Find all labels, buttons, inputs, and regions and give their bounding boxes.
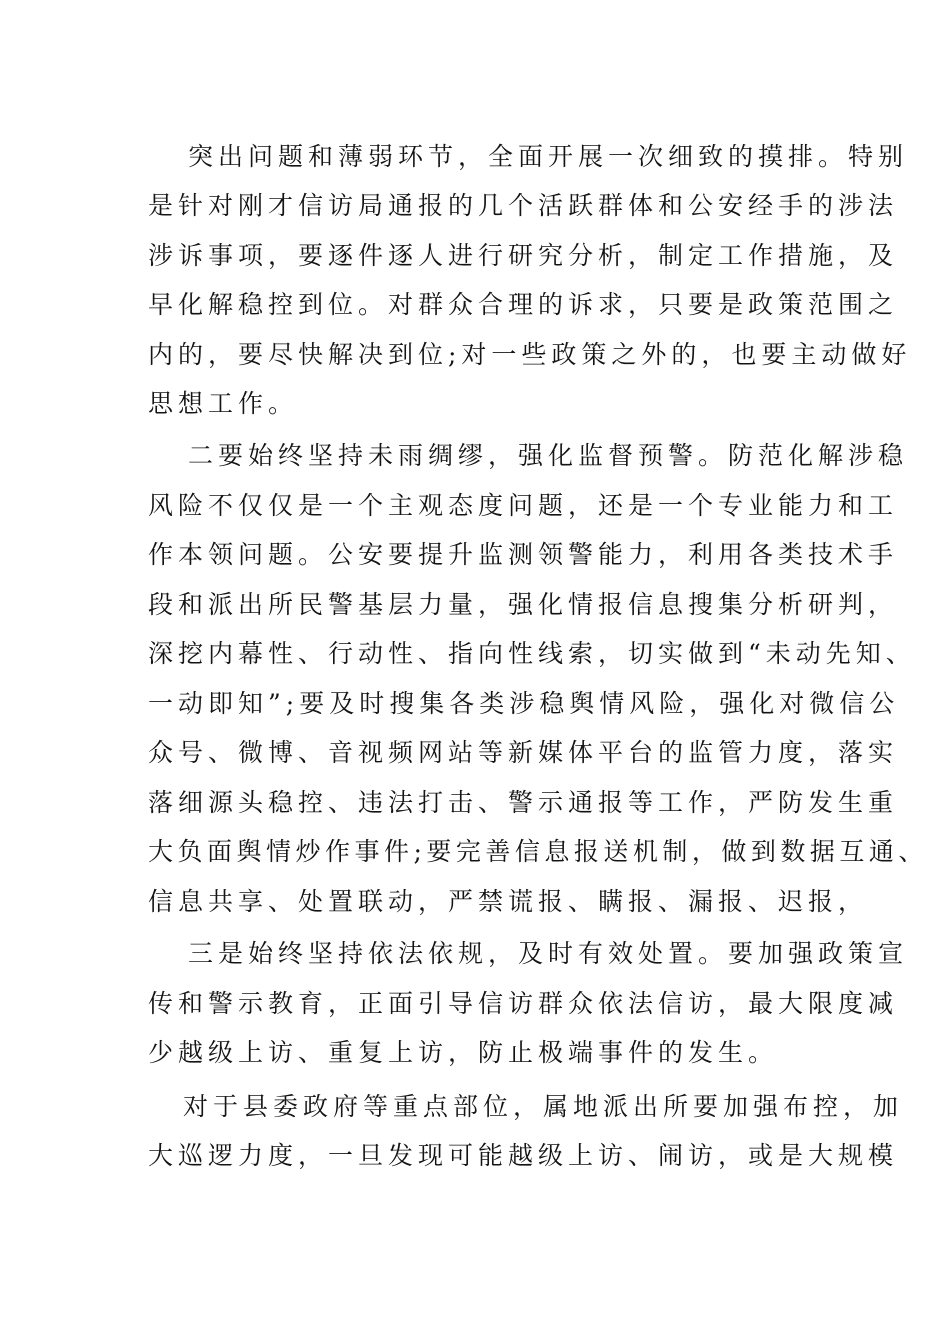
text-line: 二要始终坚持未雨绸缪，强化监督预警。防范化解涉稳 xyxy=(188,441,909,470)
text-line: 对于县委政府等重点部位，属地派出所要加强布控，加 xyxy=(183,1092,904,1121)
text-line: 传和警示教育，正面引导信访群众依法信访，最大限度减 xyxy=(148,989,899,1018)
text-line: 众号、微博、音视频网站等新媒体平台的监管力度，落实 xyxy=(148,738,899,767)
text-line: 少越级上访、重复上访，防止极端事件的发生。 xyxy=(148,1038,779,1067)
text-line: 思想工作。 xyxy=(148,389,299,418)
text-line: 涉诉事项，要逐件逐人进行研究分析，制定工作措施，及 xyxy=(148,241,899,270)
text-line: 三是始终坚持依法依规，及时有效处置。要加强政策宣 xyxy=(188,939,909,968)
text-line: 大负面舆情炒作事件;要完善信息报送机制，做到数据互通、 xyxy=(148,837,928,866)
text-line: 内的，要尽快解决到位;对一些政策之外的，也要主动做好 xyxy=(148,340,912,369)
text-line: 深挖内幕性、行动性、指向性线索，切实做到“未动先知、 xyxy=(148,639,916,668)
text-line: 作本领问题。公安要提升监测领警能力，利用各类技术手 xyxy=(148,540,899,569)
text-line: 落细源头稳控、违法打击、警示通报等工作，严防发生重 xyxy=(148,788,899,817)
text-line: 段和派出所民警基层力量，强化情报信息搜集分析研判， xyxy=(148,590,899,619)
text-line: 是针对刚才信访局通报的几个活跃群体和公安经手的涉法 xyxy=(148,191,899,220)
text-line: 突出问题和薄弱环节，全面开展一次细致的摸排。特别 xyxy=(188,142,909,171)
text-line: 早化解稳控到位。对群众合理的诉求，只要是政策范围之 xyxy=(148,290,899,319)
text-line: 信息共享、处置联动，严禁谎报、瞒报、漏报、迟报， xyxy=(148,887,869,916)
text-line: 大巡逻力度，一旦发现可能越级上访、闹访，或是大规模 xyxy=(148,1141,899,1170)
text-line: 风险不仅仅是一个主观态度问题，还是一个专业能力和工 xyxy=(148,491,899,520)
text-line: 一动即知”;要及时搜集各类涉稳舆情风险，强化对微信公 xyxy=(148,689,900,718)
